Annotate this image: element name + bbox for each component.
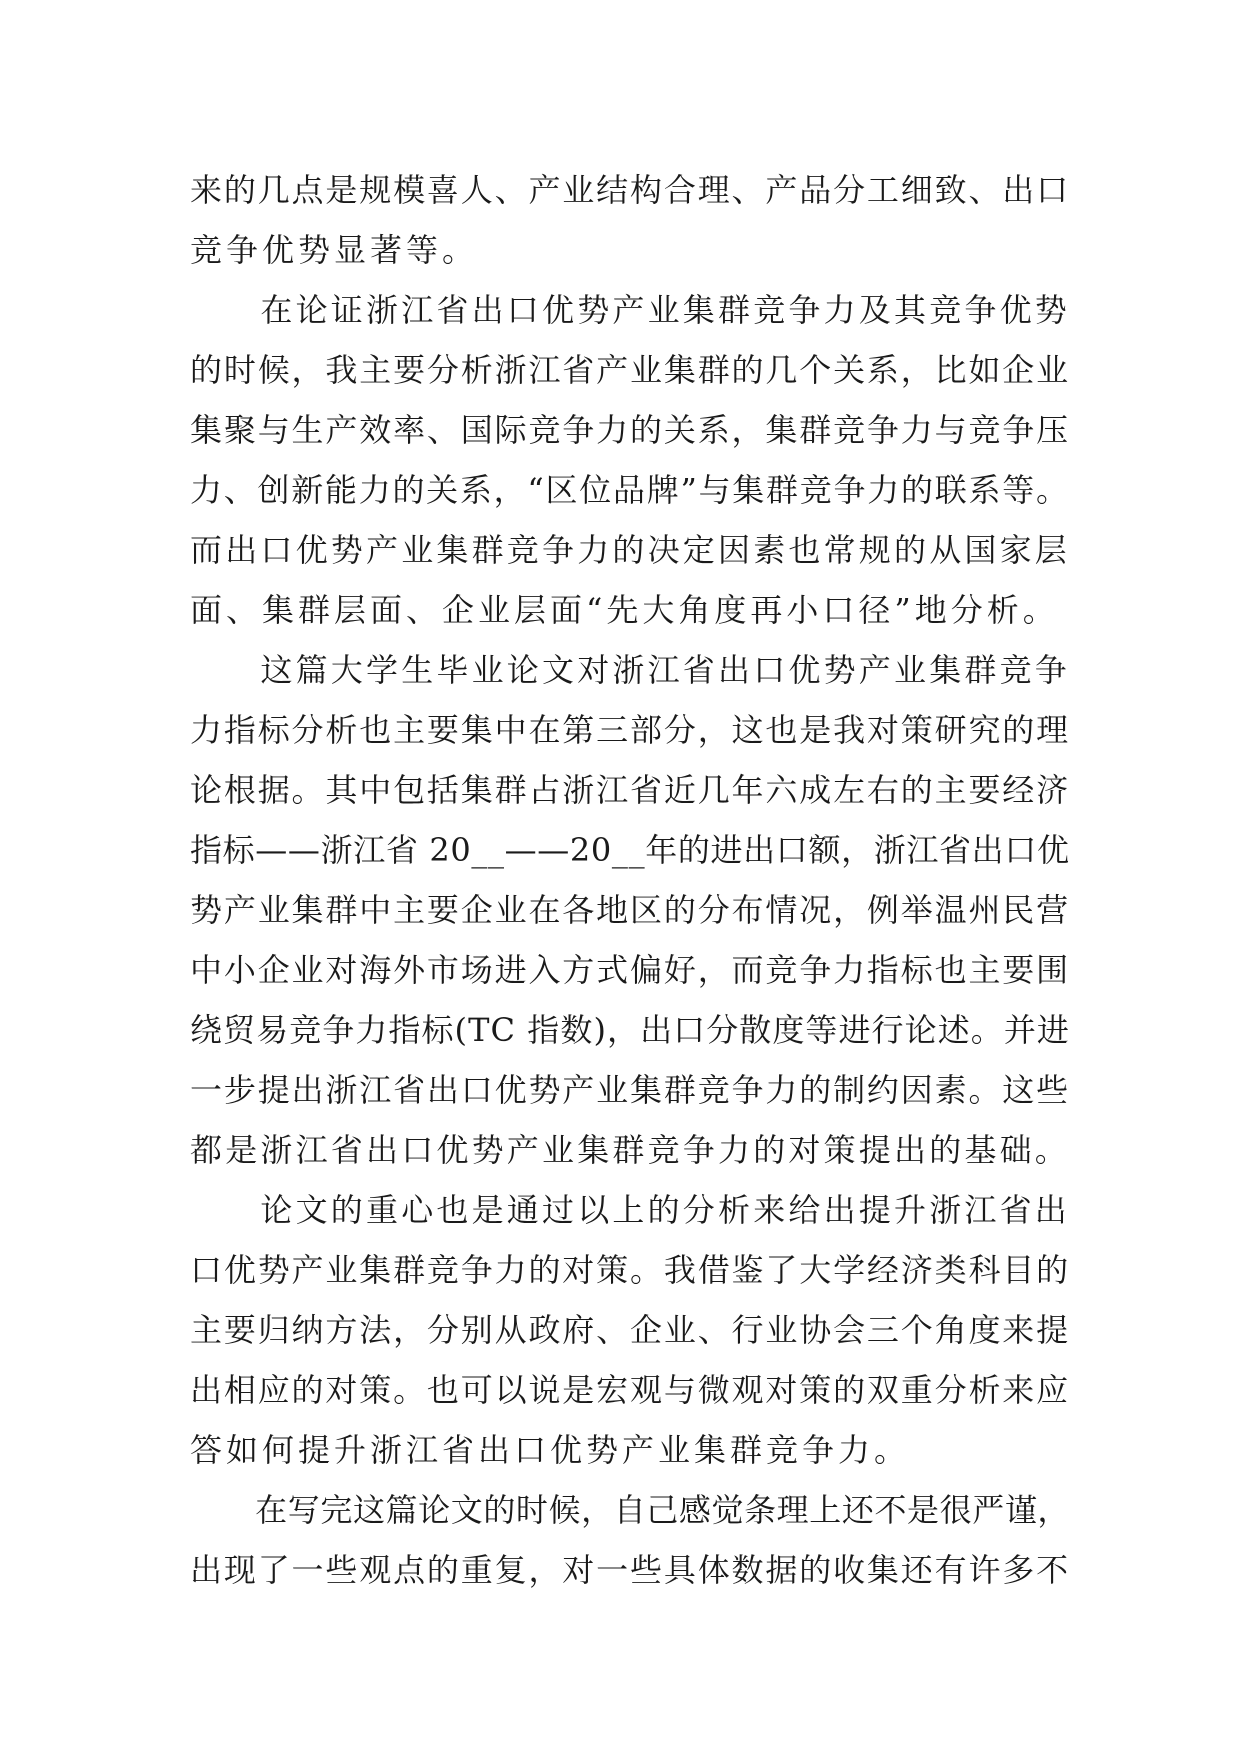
text-line: 力、创新能力的关系，“区位品牌”与集群竞争力的联系等。 <box>190 471 1070 509</box>
text-line: 出现了一些观点的重复，对一些具体数据的收集还有许多不 <box>190 1551 1071 1589</box>
text-line: 答如何提升浙江省出口优势产业集群竞争力。 <box>190 1431 911 1469</box>
text-line: 而出口优势产业集群竞争力的决定因素也常规的从国家层 <box>190 531 1071 569</box>
paragraph <box>190 1180 1071 1480</box>
text-line: 的时候，我主要分析浙江省产业集群的几个关系，比如企业 <box>190 351 1071 389</box>
paragraph <box>190 160 1071 280</box>
text-line: 这篇大学生毕业论文对浙江省出口优势产业集群竞争 <box>190 651 1071 689</box>
text-line: 绕贸易竞争力指标(TC 指数)，出口分散度等进行论述。并进 <box>190 1011 1070 1049</box>
text-line: 势产业集群中主要企业在各地区的分布情况，例举温州民营 <box>190 891 1071 929</box>
text-line: 集聚与生产效率、国际竞争力的关系，集群竞争力与竞争压 <box>190 411 1071 449</box>
text-line: 面、集群层面、企业层面“先大角度再小口径”地分析。 <box>190 591 1059 629</box>
text-line: 中小企业对海外市场进入方式偏好，而竞争力指标也主要围 <box>190 951 1071 989</box>
text-line: 指标——浙江省 20__——20__年的进出口额，浙江省出口优 <box>190 831 1070 869</box>
text-line: 在写完这篇论文的时候，自己感觉条理上还不是很严谨， <box>190 1491 1071 1529</box>
text-line: 都是浙江省出口优势产业集群竞争力的对策提出的基础。 <box>190 1131 1071 1169</box>
document-body <box>190 160 1071 1600</box>
text-line: 一步提出浙江省出口优势产业集群竞争力的制约因素。这些 <box>190 1071 1071 1109</box>
text-line: 在论证浙江省出口优势产业集群竞争力及其竞争优势 <box>190 291 1071 329</box>
paragraph <box>190 640 1071 1180</box>
text-line: 力指标分析也主要集中在第三部分，这也是我对策研究的理 <box>190 711 1071 749</box>
text-line: 口优势产业集群竞争力的对策。我借鉴了大学经济类科目的 <box>190 1251 1071 1289</box>
text-line: 论根据。其中包括集群占浙江省近几年六成左右的主要经济 <box>190 771 1071 809</box>
text-line: 出相应的对策。也可以说是宏观与微观对策的双重分析来应 <box>190 1371 1071 1409</box>
text-line: 来的几点是规模喜人、产业结构合理、产品分工细致、出口 <box>190 171 1071 209</box>
paragraph <box>190 1480 1071 1600</box>
text-line: 主要归纳方法，分别从政府、企业、行业协会三个角度来提 <box>190 1311 1071 1349</box>
text-line: 竞争优势显著等。 <box>190 231 479 269</box>
text-line: 论文的重心也是通过以上的分析来给出提升浙江省出 <box>190 1191 1071 1229</box>
paragraph <box>190 280 1071 640</box>
